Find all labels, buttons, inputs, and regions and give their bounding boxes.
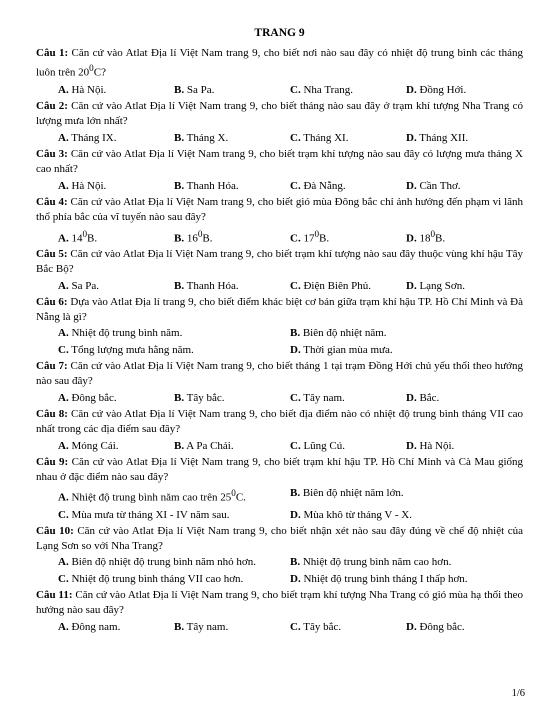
question-11 — [36, 588, 523, 635]
superscript: 0 — [89, 63, 94, 73]
option-c: C. Tổng lượng mưa hằng năm. — [58, 344, 194, 357]
option-d: D. Hà Nội. — [406, 440, 455, 453]
option-b: B. A Pa Chải. — [174, 440, 234, 453]
answer-options — [36, 227, 523, 247]
option-b: B. Biên độ nhiệt năm. — [290, 327, 387, 340]
answer-options — [36, 391, 523, 406]
option-c: C. Lũng Cú. — [290, 440, 346, 453]
question-text: Căn cứ vào Atlat Địa lí Việt Nam trang 9, cho biết nhận xét nào sau đây đúng về chế độ nhiệt của Lạng Sơn so với Nha Trang? — [36, 524, 523, 552]
question-stem — [36, 407, 523, 437]
question-text: Căn cứ vào Atlat Địa lí Việt Nam trang 9, cho biết trạm khí tượng Nha Trang có gió mùa hạ thổi theo hướng nào sau đây? — [36, 588, 523, 616]
option-a: A. Đông bắc. — [58, 392, 117, 405]
option-d: D. $18^0B$. — [406, 228, 446, 245]
option-a: A. Đông nam. — [58, 620, 121, 633]
question-text: Căn cứ vào Atlat Địa lí Việt Nam trang 9, cho biết trạm khí tượng nào sau đây có lượng mưa tháng X cao nhất? — [36, 147, 523, 175]
option-d: D. Mùa khô từ tháng V - X. — [290, 508, 412, 521]
question-2 — [36, 99, 523, 146]
option-b: B. Thanh Hóa. — [174, 280, 239, 293]
option-a: A. Tháng IX. — [58, 131, 117, 144]
answer-options — [36, 620, 523, 635]
option-a: A. Nhiệt độ trung bình năm cao trên $25^0C$. — [58, 488, 246, 504]
answer-options — [36, 279, 523, 294]
question-9 — [36, 455, 523, 523]
option-b: B. Nhiệt độ trung bình năm cao hơn. — [290, 555, 452, 568]
question-number: Câu 3: — [36, 147, 68, 160]
page-number: 1/6 — [511, 688, 525, 699]
question-number: Câu 2: — [36, 99, 68, 112]
option-d: D. Thời gian mùa mưa. — [290, 344, 393, 357]
answer-options — [36, 555, 523, 587]
question-text: Căn cứ vào Atlat Địa lí Việt Nam trang 9, cho biết tháng nào sau đây ở trạm khí tượng Nha Trang có lượng mưa lớn nhất? — [36, 99, 524, 127]
question-text: Căn cứ vào Atlat Địa lí Việt Nam trang 9, cho biết địa điểm nào có nhiệt độ trung bình tháng VII cao nhất trong các địa điểm sau đây? — [36, 408, 523, 436]
option-b: B. $16^0B$. — [174, 228, 213, 245]
question-number: Câu 8: — [36, 408, 68, 421]
answer-options — [36, 131, 523, 146]
option-c: C. Nhiệt độ trung bình tháng VII cao hơn. — [58, 572, 244, 585]
question-text: Căn cứ vào Atlat Địa lí Việt Nam trang 9, cho biết gió mùa Đông bắc chỉ ảnh hưởng đến phạm vi lãnh thổ phía bắc của vĩ tuyến nào sau đây? — [36, 195, 524, 223]
question-3 — [36, 147, 523, 194]
option-c: C. Mùa mưa từ tháng XI - IV năm sau. — [58, 508, 230, 521]
option-a: A. Hà Nội. — [58, 83, 107, 96]
option-d: D. Lạng Sơn. — [406, 280, 465, 293]
question-stem — [36, 455, 523, 485]
question-stem — [36, 46, 523, 81]
question-stem — [36, 588, 523, 618]
question-stem — [36, 524, 523, 554]
question-number: Câu 5: — [36, 248, 68, 261]
question-number: Câu 6: — [36, 296, 68, 309]
option-b: B. Thanh Hóa. — [174, 179, 239, 192]
option-a: A. Hà Nội. — [58, 179, 107, 192]
option-b: B. Tháng X. — [174, 131, 229, 144]
question-text: Căn cứ vào Atlat Địa lí Việt Nam trang 9, cho biết tháng 1 tại trạm Đồng Hới chủ yếu thổi theo hướng nào sau đây? — [36, 360, 524, 388]
question-number: Câu 4: — [36, 195, 68, 208]
answer-options — [36, 439, 523, 454]
question-text: Dựa vào Atlat Địa lí trang 9, cho biết điểm khác biệt cơ bản giữa trạm khí hậu TP. Hồ Chí Minh và Đà Nẵng là gì? — [36, 296, 523, 324]
option-a: A. Sa Pa. — [58, 280, 99, 293]
option-a: A. Biên độ nhiệt độ trung bình năm nhỏ hơn. — [58, 555, 257, 568]
answer-options — [36, 179, 523, 194]
page-title: TRANG 9 — [254, 27, 305, 39]
question-number: Câu 7: — [36, 360, 68, 373]
option-c: C. $17^0B$. — [290, 228, 330, 245]
question-stem — [36, 195, 523, 225]
answer-options — [36, 83, 523, 98]
option-a: A. Nhiệt độ trung bình năm. — [58, 327, 183, 340]
question-10 — [36, 524, 523, 587]
option-d: D. Đồng Hới. — [406, 83, 467, 96]
answer-options — [36, 326, 523, 358]
option-c: C. Đà Nẵng. — [290, 179, 346, 192]
option-c: C. Điện Biên Phủ. — [290, 280, 371, 293]
answer-options — [36, 486, 523, 523]
question-number: Câu 10: — [36, 524, 74, 537]
option-b: B. Tây bắc. — [174, 392, 225, 405]
option-b: B. Biên độ nhiệt năm lớn. — [290, 487, 404, 500]
option-a: A. $14^0B$. — [58, 228, 98, 245]
question-stem — [36, 147, 523, 177]
question-stem — [36, 247, 523, 277]
option-d: D. Đông bắc. — [406, 620, 465, 633]
question-6 — [36, 295, 523, 358]
option-d: D. Nhiệt độ trung bình tháng I thấp hơn. — [290, 572, 468, 585]
question-number: Câu 9: — [36, 456, 69, 469]
option-c: C. Tây bắc. — [290, 620, 342, 633]
question-stem — [36, 295, 523, 325]
question-text: Căn cứ vào Atlat Địa lí Việt Nam trang 9, cho biết trạm khí hậu TP. Hồ Chí Minh và Cà Mau giống nhau ở đặc điểm nào sau đây? — [36, 456, 523, 484]
option-c: C. Nha Trang. — [290, 83, 353, 96]
question-text: Căn cứ vào Atlat Địa lí Việt Nam trang 9, cho biết trạm khí tượng nào sau đây thuộc vùng khí hậu Tây Bắc Bộ? — [36, 248, 523, 276]
question-text: Căn cứ vào Atlat Địa lí Việt Nam trang 9, cho biết nơi nào sau đây có nhiệt độ trung bình các tháng luôn trên 20 — [36, 47, 523, 79]
question-4 — [36, 195, 523, 247]
option-d: D. Bắc. — [406, 392, 440, 405]
question-stem — [36, 359, 523, 389]
question-8 — [36, 407, 523, 454]
question-7 — [36, 359, 523, 406]
question-number: Câu 11: — [36, 588, 73, 601]
option-b: B. Sa Pa. — [174, 83, 215, 96]
option-c: C. Tháng XI. — [290, 131, 349, 144]
option-d: D. Tháng XII. — [406, 131, 469, 144]
question-1 — [36, 46, 523, 98]
option-a: A. Móng Cái. — [58, 440, 119, 453]
option-d: D. Cần Thơ. — [406, 179, 461, 192]
question-stem — [36, 99, 523, 129]
question-number: Câu 1: — [36, 47, 69, 59]
question-text-end: C? — [93, 66, 106, 79]
option-b: B. Tây nam. — [174, 620, 229, 633]
option-c: C. Tây nam. — [290, 392, 345, 405]
question-5 — [36, 247, 523, 294]
